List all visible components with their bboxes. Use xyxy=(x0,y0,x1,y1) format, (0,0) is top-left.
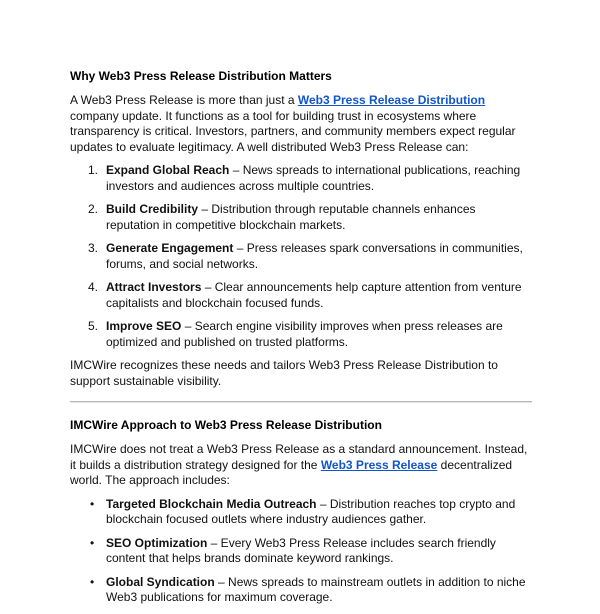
list-item-description: – Distribution reaches top crypto and blockchain focused outlets where industry audiences gather. xyxy=(106,496,516,526)
list-item-description: – Every Web3 Press Release includes search friendly content that helps brands dominate keyword rankings. xyxy=(106,535,496,565)
section-heading-why-matters: Why Web3 Press Release Distribution Matters xyxy=(70,69,332,83)
approach-bullet-list xyxy=(70,497,532,606)
list-item-term: SEO Optimization xyxy=(106,535,208,550)
list-item-term: Global Syndication xyxy=(106,574,215,589)
web3-press-release-link[interactable]: Web3 Press Release xyxy=(320,457,438,472)
benefits-numbered-list xyxy=(70,163,532,350)
web3-press-release-distribution-link[interactable]: Web3 Press Release Distribution xyxy=(297,93,486,107)
closing-paragraph: IMCWire recognizes these needs and tailors Web3 Press Release Distribution to support sustainable visibility. xyxy=(70,358,498,388)
list-item-description: – Search engine visibility improves when press releases are optimized and published on trusted platforms. xyxy=(106,319,503,349)
list-item xyxy=(70,241,532,272)
bullet-icon: • xyxy=(90,574,95,589)
section-heading-imcwire-approach: IMCWire Approach to Web3 Press Release Distribution xyxy=(70,418,382,432)
document-page xyxy=(70,69,532,614)
bullet-icon: • xyxy=(90,535,95,550)
list-item-description: – News spreads to mainstream outlets in addition to niche Web3 publications for maximum coverage. xyxy=(106,574,526,604)
intro-text-before-link: IMCWire does not treat a Web3 Press Release as a standard announcement. Instead, it builds a distribution strategy designed for the xyxy=(70,442,528,472)
list-item xyxy=(70,497,532,528)
list-item xyxy=(70,319,532,350)
intro-text-before-link: A Web3 Press Release is more than just a xyxy=(70,93,298,107)
list-item xyxy=(70,280,532,311)
list-item-term: Targeted Blockchain Media Outreach xyxy=(106,496,317,511)
intro-text-after-link: decentralized world. The approach includes: xyxy=(70,457,513,487)
list-item-description: – Clear announcements help capture attention from venture capitalists and blockchain focused funds. xyxy=(106,280,522,310)
list-number: 1. xyxy=(88,163,99,177)
intro-text-after-link: company update. It functions as a tool for building trust in ecosystems where transparency is critical. Investors, partners, and community members expect regular updates to evaluate legitimacy. A well distributed Web3 Press Release can: xyxy=(70,108,516,154)
list-number: 4. xyxy=(88,280,99,294)
list-item-term: Attract Investors xyxy=(106,280,202,294)
horizontal-divider xyxy=(70,401,532,403)
list-item xyxy=(70,575,532,606)
intro-paragraph-1 xyxy=(70,93,532,155)
list-item-description: – Press releases spark conversations in communities, forums, and social networks. xyxy=(106,241,523,271)
list-item xyxy=(70,163,532,194)
list-number: 5. xyxy=(88,319,99,333)
list-item-description: – Distribution through reputable channels enhances reputation in competitive blockchain markets. xyxy=(106,202,476,232)
list-item-description: – News spreads to international publications, reaching investors and audiences across multiple countries. xyxy=(106,163,521,193)
list-number: 2. xyxy=(88,202,99,216)
list-item xyxy=(70,536,532,567)
list-item xyxy=(70,202,532,233)
list-item-term: Improve SEO xyxy=(106,319,182,333)
intro-paragraph-2 xyxy=(70,442,532,489)
list-item-term: Expand Global Reach xyxy=(106,163,230,177)
list-number: 3. xyxy=(88,241,99,255)
list-item-term: Generate Engagement xyxy=(106,241,234,255)
bullet-icon: • xyxy=(90,496,95,511)
list-item-term: Build Credibility xyxy=(106,202,199,216)
